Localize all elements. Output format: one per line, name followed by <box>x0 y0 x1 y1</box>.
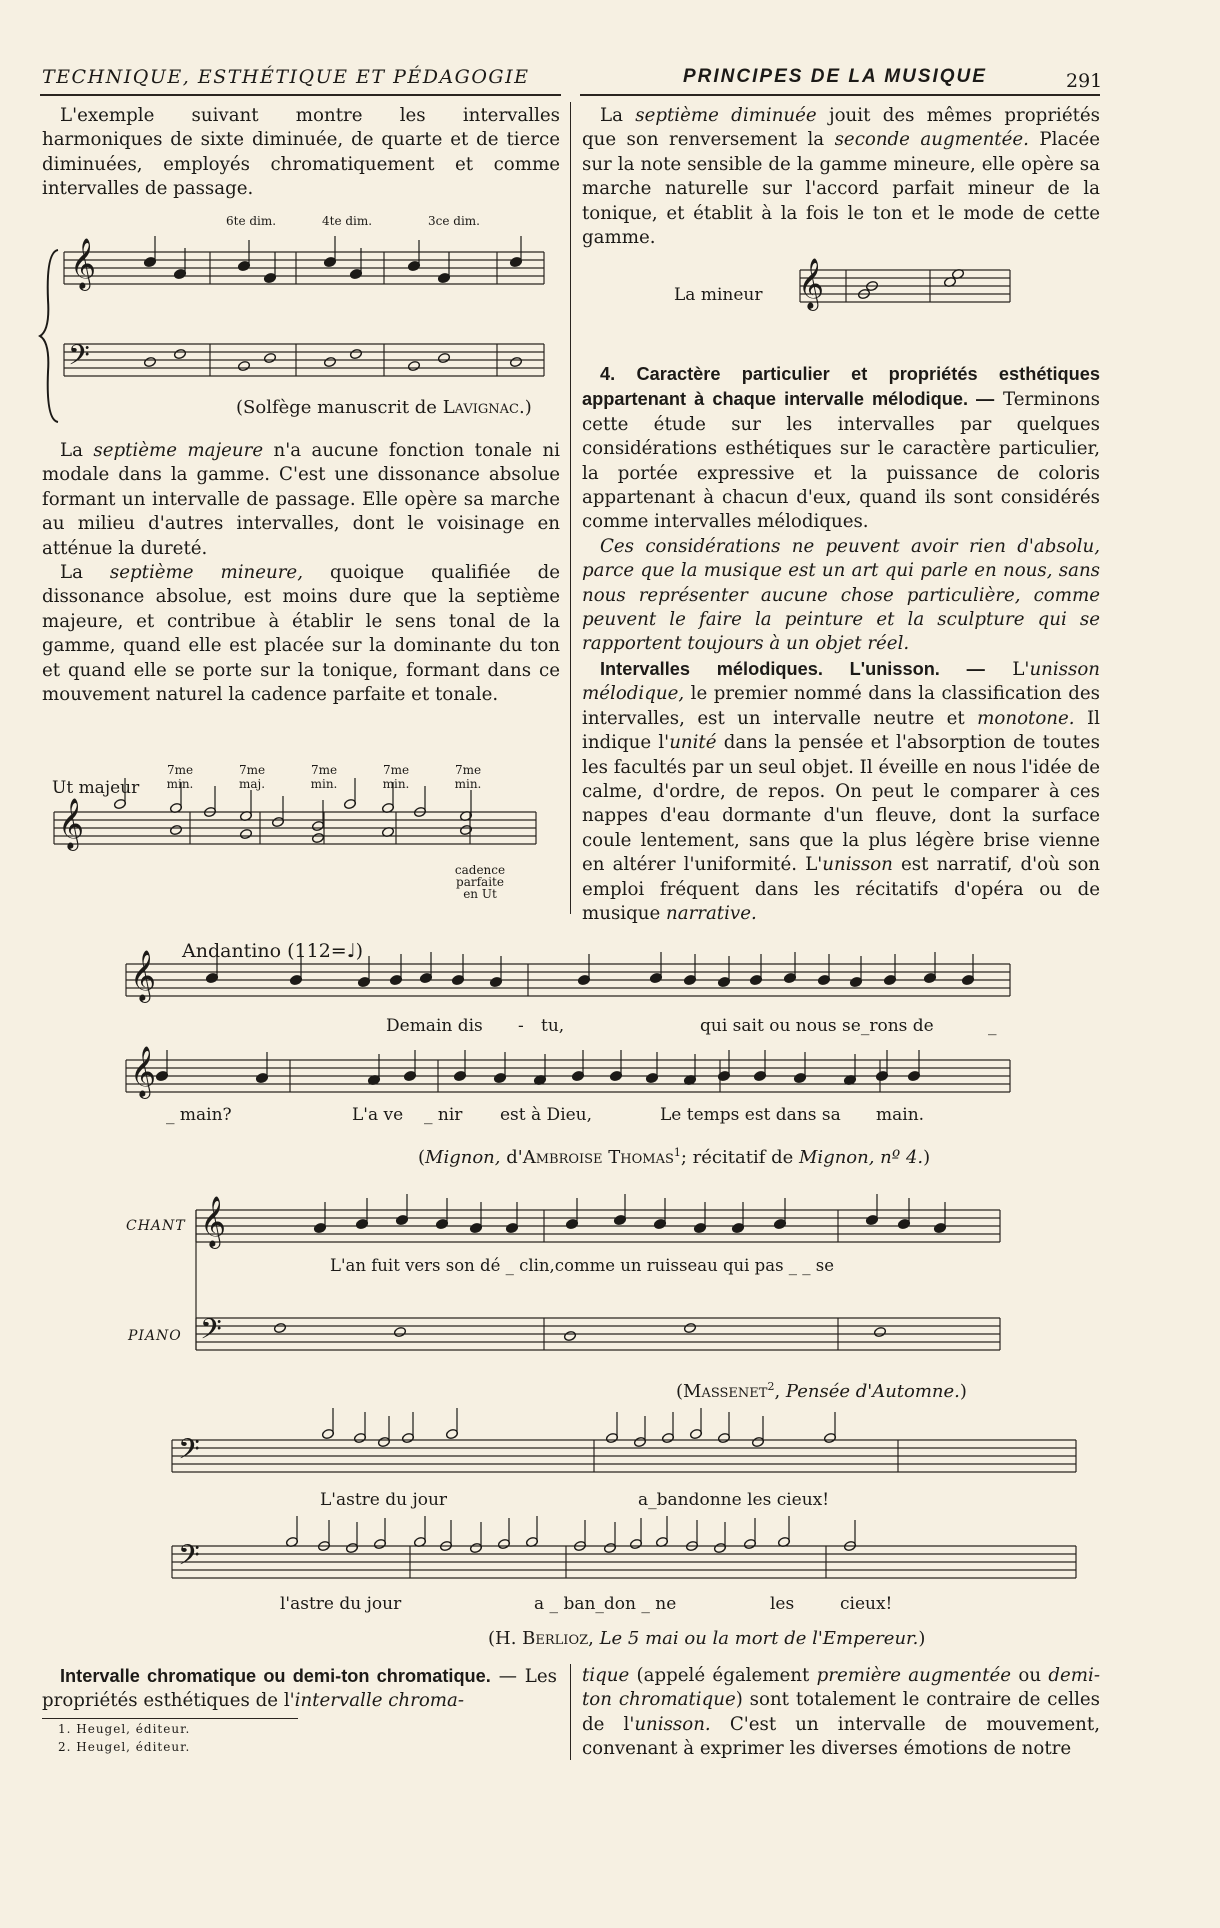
la-mineur-label: La mineur <box>674 285 763 305</box>
ex1-caption-composer: Lavignac <box>442 397 519 418</box>
ex1-bass-note <box>143 356 156 367</box>
mignon-lyric-2f: main. <box>876 1105 925 1125</box>
mignon-lyric-2b: L'a ve <box>352 1105 404 1125</box>
piano-label: PIANO <box>128 1328 182 1344</box>
massenet-piano-note <box>873 1326 886 1337</box>
massenet-piano-note <box>273 1322 286 1333</box>
berlioz-lyric-1a: L'astre du jour <box>320 1490 448 1510</box>
massenet-caption-composer: Massenet <box>683 1381 768 1402</box>
massenet-caption: (Massenet$^2$, Pensée d'Automne.) <box>676 1380 967 1402</box>
mignon-caption: (Mignon, d'Ambroise Thomas$^1$; récitatif de Mignon, nº 4.) <box>418 1146 931 1168</box>
mignon-lyric-2e: Le temps est dans sa <box>660 1105 841 1125</box>
berlioz-lyric-1b: a_bandonne les cieux! <box>638 1490 830 1510</box>
berlioz-clef-2: 𝄢 <box>178 1539 200 1579</box>
berlioz-lyric-2c: les <box>770 1594 795 1614</box>
footnote-1: 1. Heugel, éditeur. <box>58 1722 191 1736</box>
left-paragraph-2: La septième majeure n'a aucune fonction tonale ni modale dans la gamme. C'est une dissonance absolue formant un intervalle de passage. Elle opère sa marche au milieu d'autres intervalles, dont le voisinage en atténue la dureté. La septième mineure, quoique qualifiée de dissonance absolue, est moins dure que la septième majeure, et contribue à établir le sens tonal de la gamme, quand elle est placée sur la dominante du ton et quand elle se porte sur la tonique, formant dans ce mouvement naturel la cadence parfaite et tonale. <box>42 440 561 706</box>
mignon-lyric-2c: _ nir <box>424 1105 463 1125</box>
running-header-left: TECHNIQUE, ESTHÉTIQUE ET PÉDAGOGIE <box>42 66 530 88</box>
mignon-caption-composer: Ambroise Thomas <box>522 1147 674 1168</box>
massenet-chant-clef: 𝄞 <box>200 1196 227 1247</box>
mignon-tempo: Andantino (112=♩) <box>182 940 364 962</box>
mignon-lyric-2d: est à Dieu, <box>500 1105 593 1125</box>
ex1-bass-clef: 𝄢 <box>68 339 90 379</box>
ex2-interval-5: 7me min. <box>454 763 482 791</box>
page-number: 291 <box>1066 70 1103 92</box>
ex1-bass-note <box>237 360 250 371</box>
massenet-piano-note <box>393 1326 406 1337</box>
ex2-cadence-label: cadence parfaite en Ut <box>454 863 506 901</box>
berlioz-lyric-2d: cieux! <box>840 1594 893 1614</box>
ex2-lower-note <box>169 824 182 835</box>
berlioz-caption-composer: H. Berlioz <box>495 1628 589 1649</box>
massenet-piano-note <box>683 1322 696 1333</box>
ex2-interval-1: 7me min. <box>166 763 194 791</box>
ex1-brace <box>40 250 58 422</box>
ex1-bass-note <box>323 356 336 367</box>
mignon-lyric-1d: qui sait ou nous se_rons de <box>700 1016 934 1036</box>
berlioz-clef-1: 𝄢 <box>178 1433 200 1473</box>
ex1-label-sixth: 6te dim. <box>226 214 277 228</box>
left-paragraph-1: L'exemple suivant montre les intervalles harmoniques de sixte diminuée, de quarte et de tierce diminuées, employés chromatiquement et comme intervalles de passage. <box>42 105 560 200</box>
berlioz-caption: (H. Berlioz, Le 5 mai ou la mort de l'Empereur.) <box>488 1628 926 1649</box>
running-header-right: PRINCIPES DE LA MUSIQUE <box>683 66 987 87</box>
music-symbols <box>40 236 975 1579</box>
ex2-interval-4: 7me min. <box>382 763 410 791</box>
berlioz-lyric-2b: a _ ban_don _ ne <box>534 1594 677 1614</box>
ex1-bass-note <box>349 348 362 359</box>
ex1-bass-note <box>173 348 186 359</box>
la-mineur-clef: 𝄞 <box>798 258 825 309</box>
berlioz-lyric-2a: l'astre du jour <box>280 1594 402 1614</box>
ex1-label-third: 3ce dim. <box>428 214 480 228</box>
right-paragraph-1: La septième diminuée jouit des mêmes propriétés que son renversement la seconde augmentée. Placée sur la note sensible de la gamme mineure, elle opère sa marche naturelle sur l'accord parfait mineur de la tonique, et établit à la fois le ton et le mode de cette gamme. <box>582 105 1100 249</box>
ex1-bass-note <box>407 360 420 371</box>
ex1-bass-note <box>263 352 276 363</box>
right-section-4: 4. Caractère particulier et propriétés esthétiques appartenant à chaque intervalle mélodique. — Terminons cette étude sur les intervalles par quelques considérations esthétiques sur le caractère particulier, la portée expressive et la puissance de coloris appartenant à chacun d'eux, quand ils sont considérés comme intervalles mélodiques. Ces considérations ne peuvent avoir rien d'absolu, parce que la musique est un art qui parle en nous, sans nous représenter aucune chose particulière, comme peuvent le faire la peinture et la sculpture qui se rapportent toujours à un objet réel. Intervalles mélodiques. L'unisson. — L'unisson mélodique, le premier nommé dans la classification des intervalles, est un intervalle neutre et monotone. Il indique l'unité dans la pensée et l'absorption de toutes les facultés par un seul objet. Il éveille en nous l'idée de calme, d'ordre, de repos. On peut le comparer à ces nappes d'eau dormante d'un fleuve, dont la surface coule lentement, sans que la plus légère brise vienne en altérer l'uniformité. L'unisson est narratif, d'où son emploi fréquent dans les récitatifs d'opéra ou de musique narrative. <box>582 364 1101 924</box>
ex1-caption: (Solfège manuscrit de Lavignac.) <box>236 397 532 418</box>
mignon-lyric-1b: - <box>518 1016 524 1036</box>
ex2-interval-3: 7me min. <box>310 763 338 791</box>
staff-lines <box>54 252 1076 1578</box>
ex1-treble-clef: 𝄞 <box>70 238 97 289</box>
mignon-lyric-2a: _ main? <box>166 1105 232 1125</box>
massenet-piano-note <box>563 1330 576 1341</box>
ex2-interval-2: 7me maj. <box>238 763 266 791</box>
mignon-lyric-1c: tu, <box>541 1016 565 1036</box>
massenet-piano-clef: 𝄢 <box>200 1313 222 1353</box>
footnote-2: 2. Heugel, éditeur. <box>58 1740 191 1754</box>
ex2-clef: 𝄞 <box>58 798 85 849</box>
massenet-lyrics: L'an fuit vers son dé _ clin,comme un ruisseau qui pas _ _ se <box>330 1256 834 1275</box>
mignon-lyric-1e: _ <box>988 1016 997 1036</box>
chant-label: CHANT <box>126 1218 186 1234</box>
ex1-label-fourth: 4te dim. <box>322 214 373 228</box>
ex2-lower-note <box>311 832 324 843</box>
ex2-key-label: Ut majeur <box>52 778 140 798</box>
ex1-bass-note <box>509 356 522 367</box>
bottom-left-text: Intervalle chromatique ou demi-ton chromatique. — Les propriétés esthétiques de l'intervalle chroma- <box>42 1666 557 1712</box>
mignon-lyric-1a: Demain dis <box>386 1016 483 1036</box>
ex2-lower-note <box>239 828 252 839</box>
mignon-clef-1: 𝄞 <box>130 950 157 1001</box>
bottom-right-text: tique (appelé également première augmentée ou demi-ton chromatique) sont totalement le contraire de celles de l'unisson. C'est un intervalle de mouvement, convenant à exprimer les diverses émotions de notre <box>582 1665 1100 1760</box>
ex1-bass-note <box>437 352 450 363</box>
mignon-clef-2: 𝄞 <box>130 1046 157 1097</box>
